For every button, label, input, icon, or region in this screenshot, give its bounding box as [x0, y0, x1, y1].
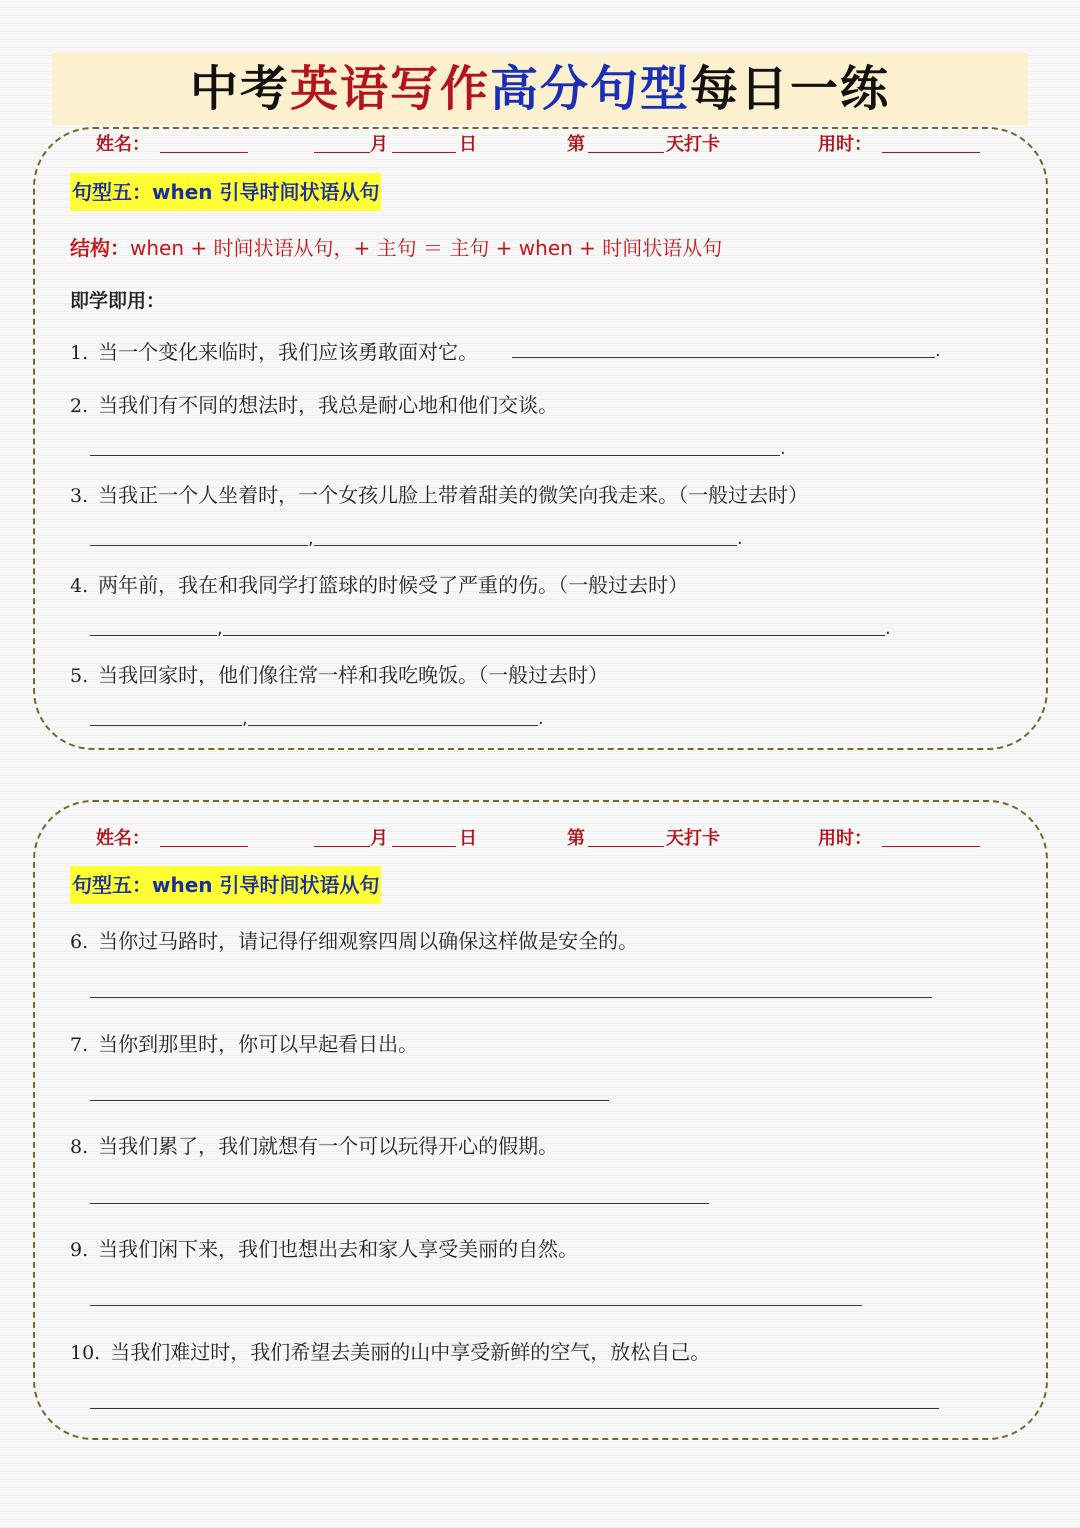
checkin-day-blank[interactable] [588, 152, 664, 153]
checkin-suffix-label: 天打卡 [666, 134, 720, 155]
section-title: 句型五：when 引导时间状语从句 [70, 173, 381, 211]
answer-end-period: . [538, 708, 544, 729]
question-7: 7. 当你到那里时，你可以早起看日出。 [70, 1032, 419, 1056]
question-3: 3. 当我正一个人坐着时，一个女孩儿脸上带着甜美的微笑向我走来。（一般过去时） [70, 483, 809, 507]
answer-comma: , [308, 528, 314, 549]
answer-line-9[interactable] [90, 1305, 862, 1306]
structure-line [70, 232, 722, 261]
checkin-suffix-label: 天打卡 [666, 828, 720, 849]
answer-line-4b[interactable] [223, 635, 885, 636]
question-6: 6. 当你过马路时，请记得仔细观察四周以确保这样做是安全的。 [70, 929, 639, 953]
structure-label: 结构： [70, 236, 130, 260]
day-blank[interactable] [392, 152, 456, 153]
structure-formula: when + 时间状语从句，+ 主句 ＝ 主句 + when + 时间状语从句 [130, 236, 723, 260]
time-label: 用时： [818, 828, 872, 849]
day-label: 日 [459, 828, 477, 849]
name-blank[interactable] [160, 846, 248, 847]
checkin-day-blank[interactable] [588, 846, 664, 847]
answer-comma: , [217, 618, 223, 639]
answer-line-10[interactable] [90, 1408, 939, 1409]
question-8: 8. 当我们累了，我们就想有一个可以玩得开心的假期。 [70, 1134, 559, 1158]
time-label: 用时： [818, 134, 872, 155]
title-part-2: 英语写作 [289, 61, 490, 117]
name-label: 姓名： [96, 134, 150, 155]
name-label: 姓名： [96, 828, 150, 849]
title-part-4: 每日一练 [690, 61, 891, 117]
answer-line-2[interactable] [90, 455, 780, 456]
answer-end-period: . [935, 340, 941, 361]
month-label: 月 [370, 134, 388, 155]
page-title-banner [52, 53, 1028, 125]
month-blank[interactable] [314, 846, 370, 847]
answer-line-8[interactable] [90, 1203, 709, 1204]
answer-line-7[interactable] [90, 1100, 609, 1101]
answer-end-period: . [737, 528, 743, 549]
answer-line-4a[interactable] [90, 635, 217, 636]
question-4: 4. 两年前，我在和我同学打篮球的时候受了严重的伤。（一般过去时） [70, 573, 689, 597]
day-label: 日 [459, 134, 477, 155]
time-blank[interactable] [882, 152, 980, 153]
practice-label: 即学即用： [70, 290, 166, 312]
checkin-prefix-label: 第 [567, 828, 585, 849]
title-part-1: 中考 [189, 61, 290, 117]
answer-line-3b[interactable] [314, 545, 737, 546]
month-label: 月 [370, 828, 388, 849]
answer-line-5a[interactable] [90, 725, 242, 726]
checkin-prefix-label: 第 [567, 134, 585, 155]
answer-line-3a[interactable] [90, 545, 308, 546]
answer-end-period: . [885, 618, 891, 639]
month-blank[interactable] [314, 152, 370, 153]
worksheet-card-1 [33, 127, 1048, 750]
answer-comma: , [242, 708, 248, 729]
answer-line-6[interactable] [90, 997, 932, 998]
title-part-3: 高分句型 [490, 61, 691, 117]
answer-end-period: . [780, 438, 786, 459]
question-9: 9. 当我们闲下来，我们也想出去和家人享受美丽的自然。 [70, 1237, 579, 1261]
day-blank[interactable] [392, 846, 456, 847]
time-blank[interactable] [882, 846, 980, 847]
answer-line-5b[interactable] [248, 725, 538, 726]
question-10: 10. 当我们难过时，我们希望去美丽的山中享受新鲜的空气，放松自己。 [70, 1340, 711, 1364]
answer-line-1[interactable] [512, 357, 935, 358]
question-5: 5. 当我回家时，他们像往常一样和我吃晚饭。（一般过去时） [70, 663, 609, 687]
question-1: 1. 当一个变化来临时，我们应该勇敢面对它。 [70, 340, 479, 364]
question-2: 2. 当我们有不同的想法时，我总是耐心地和他们交谈。 [70, 393, 559, 417]
section-title: 句型五：when 引导时间状语从句 [70, 866, 381, 904]
name-blank[interactable] [160, 152, 248, 153]
